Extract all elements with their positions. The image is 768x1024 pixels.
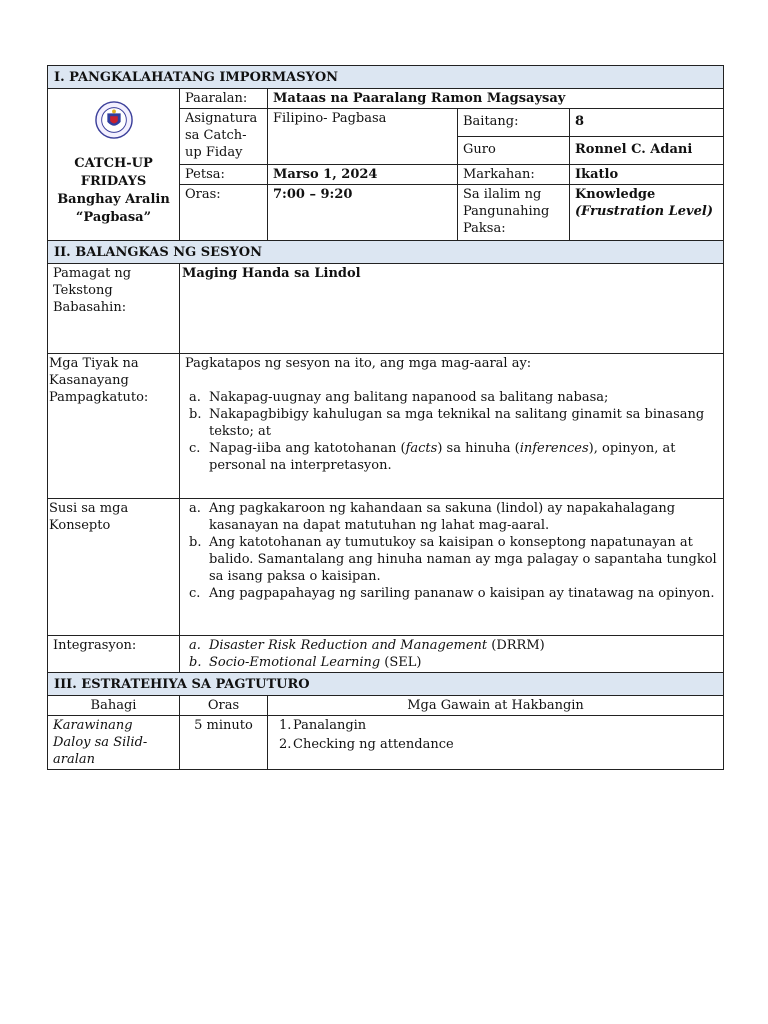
topic-value-cell: [570, 185, 724, 241]
list-item: 2. Checking ng attendance: [279, 737, 454, 752]
concepts-label: Susi sa mga Konsepto: [48, 499, 180, 636]
row-part: Karawinang Daloy sa Silid-aralan: [48, 716, 180, 770]
list-item: a. Nakapag-uugnay ang balitang napanood sa balitang nabasa;: [189, 390, 609, 405]
section-3-title: III. ESTRATEHIYA SA PAGTUTURO: [48, 673, 724, 696]
teacher-label: Guro: [458, 137, 570, 165]
list-item: c. Napag-iiba ang katotohanan (facts) sa hinuha (inferences), opinyon, at personal na interpretasyon.: [189, 441, 676, 473]
subject-value: Filipino- Pagbasa: [268, 109, 458, 165]
reading-value: Maging Handa sa Lindol: [180, 264, 724, 354]
integration-list: [185, 637, 718, 671]
program-title-cell: [48, 89, 180, 241]
grade-label: Baitang:: [458, 109, 570, 137]
table-row: [48, 716, 724, 770]
row-time: 5 minuto: [180, 716, 268, 770]
section-1-title: I. PANGKALAHATANG IMPORMASYON: [48, 66, 724, 89]
list-item: a. Disaster Risk Reduction and Management (DRRM): [189, 638, 545, 653]
date-value: Marso 1, 2024: [268, 165, 458, 185]
time-value: 7:00 – 9:20: [268, 185, 458, 241]
quarter-label: Markahan:: [458, 165, 570, 185]
topic-level: (Frustration Level): [575, 204, 713, 219]
program-title: CATCH-UP FRIDAYS: [74, 156, 153, 189]
school-label: Paaralan:: [180, 89, 268, 109]
objectives-intro: Pagkatapos ng sesyon na ito, ang mga mag-aaral ay:: [185, 356, 532, 371]
integration-cell: [180, 636, 724, 673]
section-2-title: II. BALANGKAS NG SESYON: [48, 241, 724, 264]
objectives-list: [185, 389, 718, 474]
grade-value: 8: [570, 109, 724, 137]
quarter-value: Ikatlo: [570, 165, 724, 185]
subject-label: Asignatura sa Catch-up Fiday: [180, 109, 268, 165]
list-item: a. Ang pagkakaroon ng kahandaan sa sakuna (lindol) ay napakahalagang kasanayan na dapat matutuhan ng lahat mag-aaral.: [189, 501, 676, 533]
reading-label: Pamagat ng Tekstong Babasahin:: [48, 264, 180, 354]
activities-list: [273, 717, 718, 753]
list-item: b. Ang katotohanan ay tumutukoy sa kaisipan o konseptong napatunayan at balido. Samantalang ang hinuha naman ay mga palagay o sapantaha tungkol sa isang paksa o kaisipan.: [189, 535, 717, 584]
topic-label: Sa ilalim ng Pangunahing Paksa:: [458, 185, 570, 241]
list-item: b. Socio-Emotional Learning (SEL): [189, 655, 422, 670]
lesson-plan-table: [47, 65, 724, 770]
concepts-list: [185, 500, 718, 602]
column-header-activities: Mga Gawain at Hakbangin: [268, 696, 724, 716]
column-header-part: Bahagi: [48, 696, 180, 716]
school-value: Mataas na Paaralang Ramon Magsaysay: [268, 89, 724, 109]
date-label: Petsa:: [180, 165, 268, 185]
list-item: 1. Panalangin: [279, 718, 367, 733]
concepts-cell: [180, 499, 724, 636]
column-header-time: Oras: [180, 696, 268, 716]
list-item: b. Nakapagbibigy kahulugan sa mga teknikal na salitang ginamit sa binasang teksto; at: [189, 407, 705, 439]
time-label: Oras:: [180, 185, 268, 241]
lesson-plan-document: [47, 65, 723, 770]
list-item: c. Ang pagpapahayag ng sariling pananaw o kaisipan ay tinatawag na opinyon.: [189, 586, 715, 601]
teacher-value: Ronnel C. Adani: [570, 137, 724, 165]
lesson-plan-title: Banghay Aralin “Pagbasa”: [57, 192, 170, 225]
deped-seal-icon: [95, 101, 133, 139]
topic-value: Knowledge: [575, 187, 656, 202]
objectives-label: Mga Tiyak na Kasanayang Pampagkatuto:: [48, 354, 180, 499]
row-activities-cell: [268, 716, 724, 770]
integration-label: Integrasyon:: [48, 636, 180, 673]
objectives-cell: [180, 354, 724, 499]
